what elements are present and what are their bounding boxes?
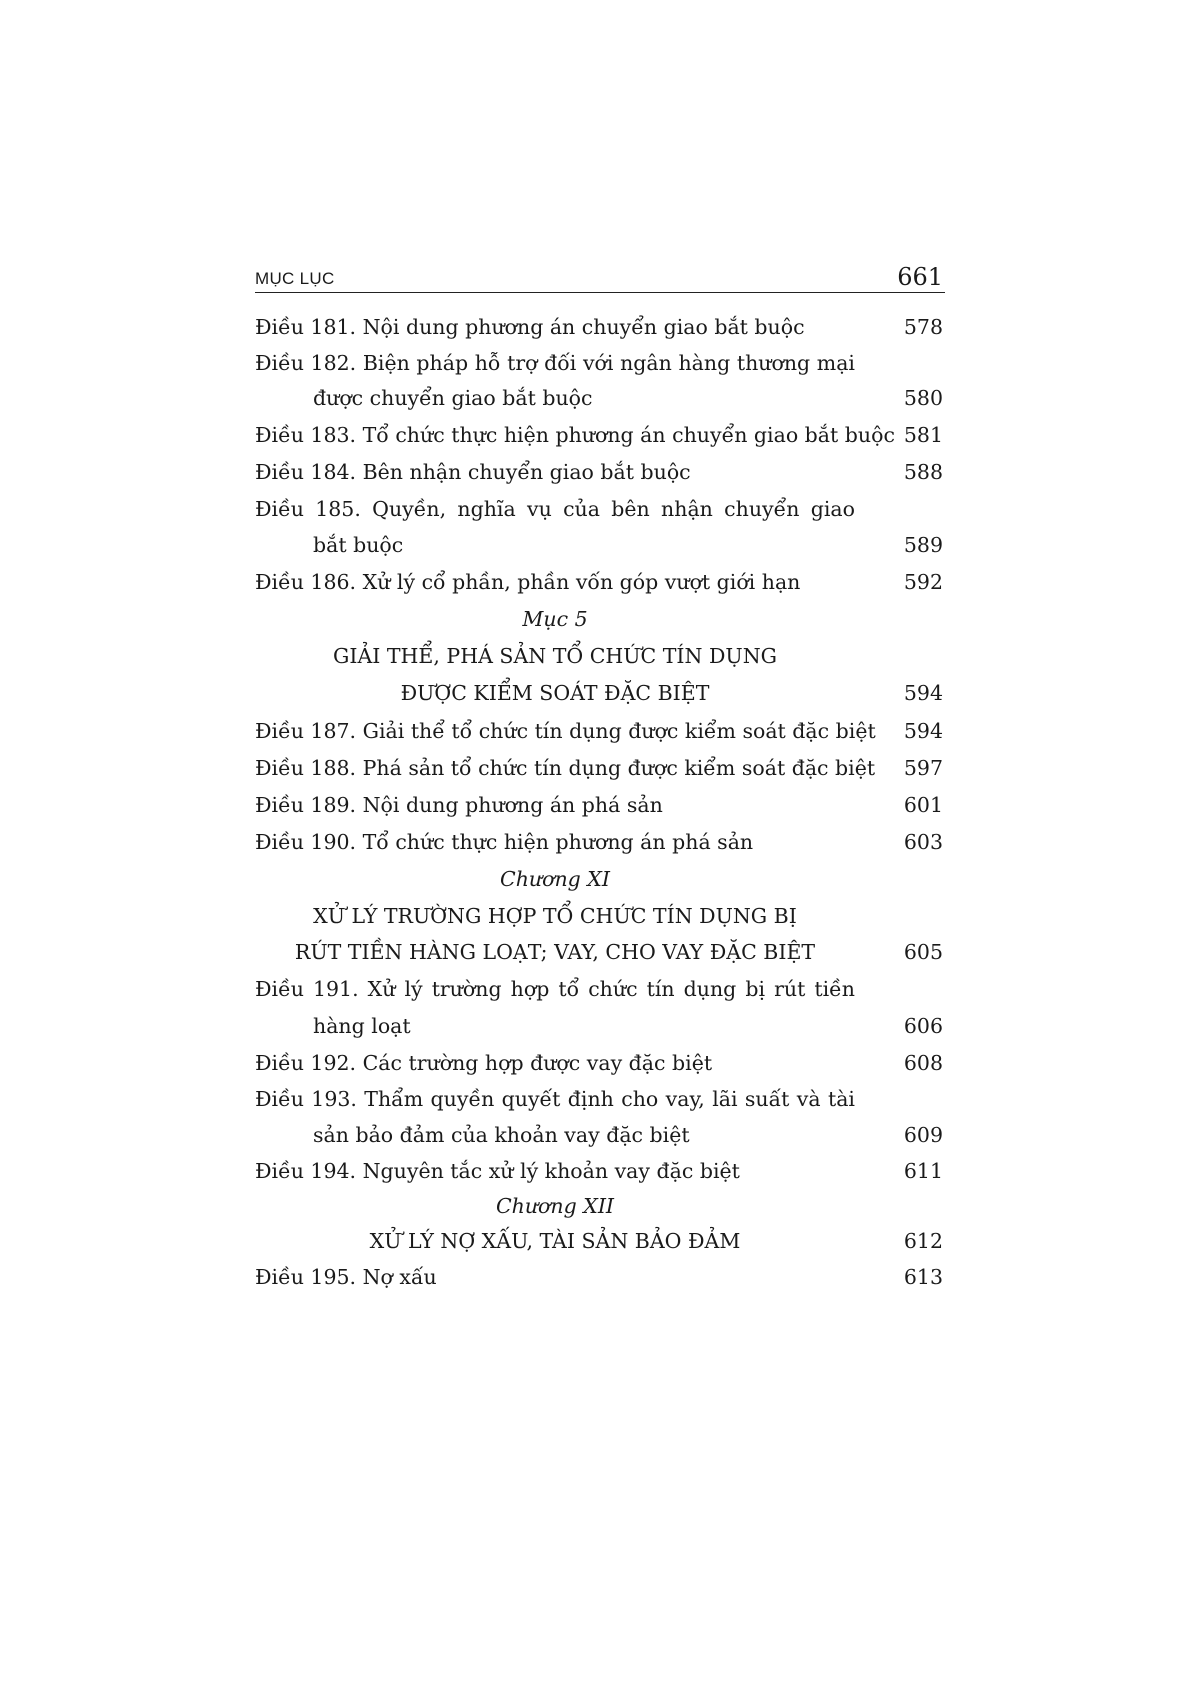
section-heading-text: GIẢI THỂ, PHÁ SẢN TỔ CHỨC TÍN DỤNG [332, 644, 778, 668]
chapter-heading [255, 901, 945, 931]
toc-entry [255, 716, 945, 746]
toc-entry-text: Điều 190. Tổ chức thực hiện phương án phá sản [255, 830, 754, 854]
chapter-label [255, 1191, 945, 1221]
toc-entry [255, 827, 945, 857]
toc-entry [255, 348, 945, 378]
toc-entry-text: bắt buộc [313, 533, 404, 557]
toc-entry-page: 588 [903, 460, 943, 484]
toc-entry-text: Điều 182. Biện pháp hỗ trợ đối với ngân hàng thương mại [255, 351, 855, 375]
toc-entry-continuation [255, 1011, 945, 1041]
toc-entry-page: 612 [903, 1229, 943, 1253]
toc-entry-text: hàng loạt [313, 1014, 411, 1038]
toc-entry-page: 606 [903, 1014, 943, 1038]
toc-entry-text: Điều 186. Xử lý cổ phần, phần vốn góp vượt giới hạn [255, 570, 801, 594]
toc-entry [255, 974, 945, 1004]
section-label-text: Mục 5 [522, 607, 588, 631]
toc-entry [255, 567, 945, 597]
toc-entry-text: Điều 184. Bên nhận chuyển giao bắt buộc [255, 460, 691, 484]
chapter-heading-text: XỬ LÝ NỢ XẤU, TÀI SẢN BẢO ĐẢM [369, 1229, 741, 1253]
toc-entry-page: 581 [903, 423, 943, 447]
toc-entry-text: Điều 195. Nợ xấu [255, 1265, 437, 1289]
chapter-heading-text: XỬ LÝ TRƯỜNG HỢP TỔ CHỨC TÍN DỤNG BỊ [313, 904, 797, 928]
toc-entry [255, 420, 945, 450]
chapter-label-text: Chương XI [500, 867, 610, 891]
toc-entry-text: được chuyển giao bắt buộc [313, 386, 593, 410]
toc-entry [255, 1262, 945, 1292]
toc-entry-page: 592 [903, 570, 943, 594]
section-label [255, 604, 945, 634]
section-heading [255, 641, 945, 671]
section-heading-text: ĐƯỢC KIỂM SOÁT ĐẶC BIỆT [400, 681, 710, 705]
page-number: 661 [897, 263, 943, 291]
toc-entry-continuation [255, 530, 945, 560]
toc-entry-text: Điều 181. Nội dung phương án chuyển giao bắt buộc [255, 315, 805, 339]
toc-entry-page: 580 [903, 386, 943, 410]
chapter-label [255, 864, 945, 894]
toc-entry-page: 603 [903, 830, 943, 854]
toc-entry-text: Điều 183. Tổ chức thực hiện phương án chuyển giao bắt buộc [255, 423, 895, 447]
toc-entry-text: Điều 189. Nội dung phương án phá sản [255, 793, 663, 817]
toc-entry [255, 1084, 945, 1114]
toc-entry [255, 1048, 945, 1078]
toc-entry [255, 1156, 945, 1186]
toc-entry-continuation [255, 383, 945, 413]
toc-entry-page: 609 [903, 1123, 943, 1147]
toc-entry [255, 457, 945, 487]
toc-entry-page: 601 [903, 793, 943, 817]
toc-entry-continuation [255, 1120, 945, 1150]
chapter-heading-text: RÚT TIỀN HÀNG LOẠT; VAY, CHO VAY ĐẶC BIỆT [294, 940, 816, 964]
toc-entry-page: 608 [903, 1051, 943, 1075]
toc-entry-text: Điều 192. Các trường hợp được vay đặc biệt [255, 1051, 713, 1075]
running-header [255, 262, 945, 293]
toc-entry-page: 597 [903, 756, 943, 780]
toc-entry-page: 578 [903, 315, 943, 339]
toc-entry-text: Điều 193. Thẩm quyền quyết định cho vay, lãi suất và tài [255, 1087, 855, 1111]
toc-entry-text: Điều 188. Phá sản tổ chức tín dụng được kiểm soát đặc biệt [255, 756, 876, 780]
running-header-title: MỤC LỤC [255, 269, 335, 288]
toc-entry-text: Điều 187. Giải thể tổ chức tín dụng được kiểm soát đặc biệt [255, 719, 876, 743]
toc-entry [255, 494, 945, 524]
toc-entry-page: 613 [903, 1265, 943, 1289]
toc-entry-text: Điều 194. Nguyên tắc xử lý khoản vay đặc biệt [255, 1159, 740, 1183]
toc-entry-page: 605 [903, 940, 943, 964]
toc-entry-page: 611 [903, 1159, 943, 1183]
chapter-label-text: Chương XII [495, 1194, 615, 1218]
toc-entry-text: sản bảo đảm của khoản vay đặc biệt [313, 1123, 690, 1147]
toc-entry-page: 594 [903, 681, 943, 705]
toc-entry-page: 594 [903, 719, 943, 743]
chapter-heading [255, 1226, 945, 1256]
toc-entry [255, 312, 945, 342]
toc-entry-page: 589 [903, 533, 943, 557]
toc-entry [255, 790, 945, 820]
chapter-heading [255, 937, 945, 967]
toc-entry-text: Điều 191. Xử lý trường hợp tổ chức tín dụng bị rút tiền [255, 977, 855, 1001]
toc-entry-text: Điều 185. Quyền, nghĩa vụ của bên nhận chuyển giao [255, 497, 855, 521]
toc-entry [255, 753, 945, 783]
section-heading [255, 678, 945, 708]
